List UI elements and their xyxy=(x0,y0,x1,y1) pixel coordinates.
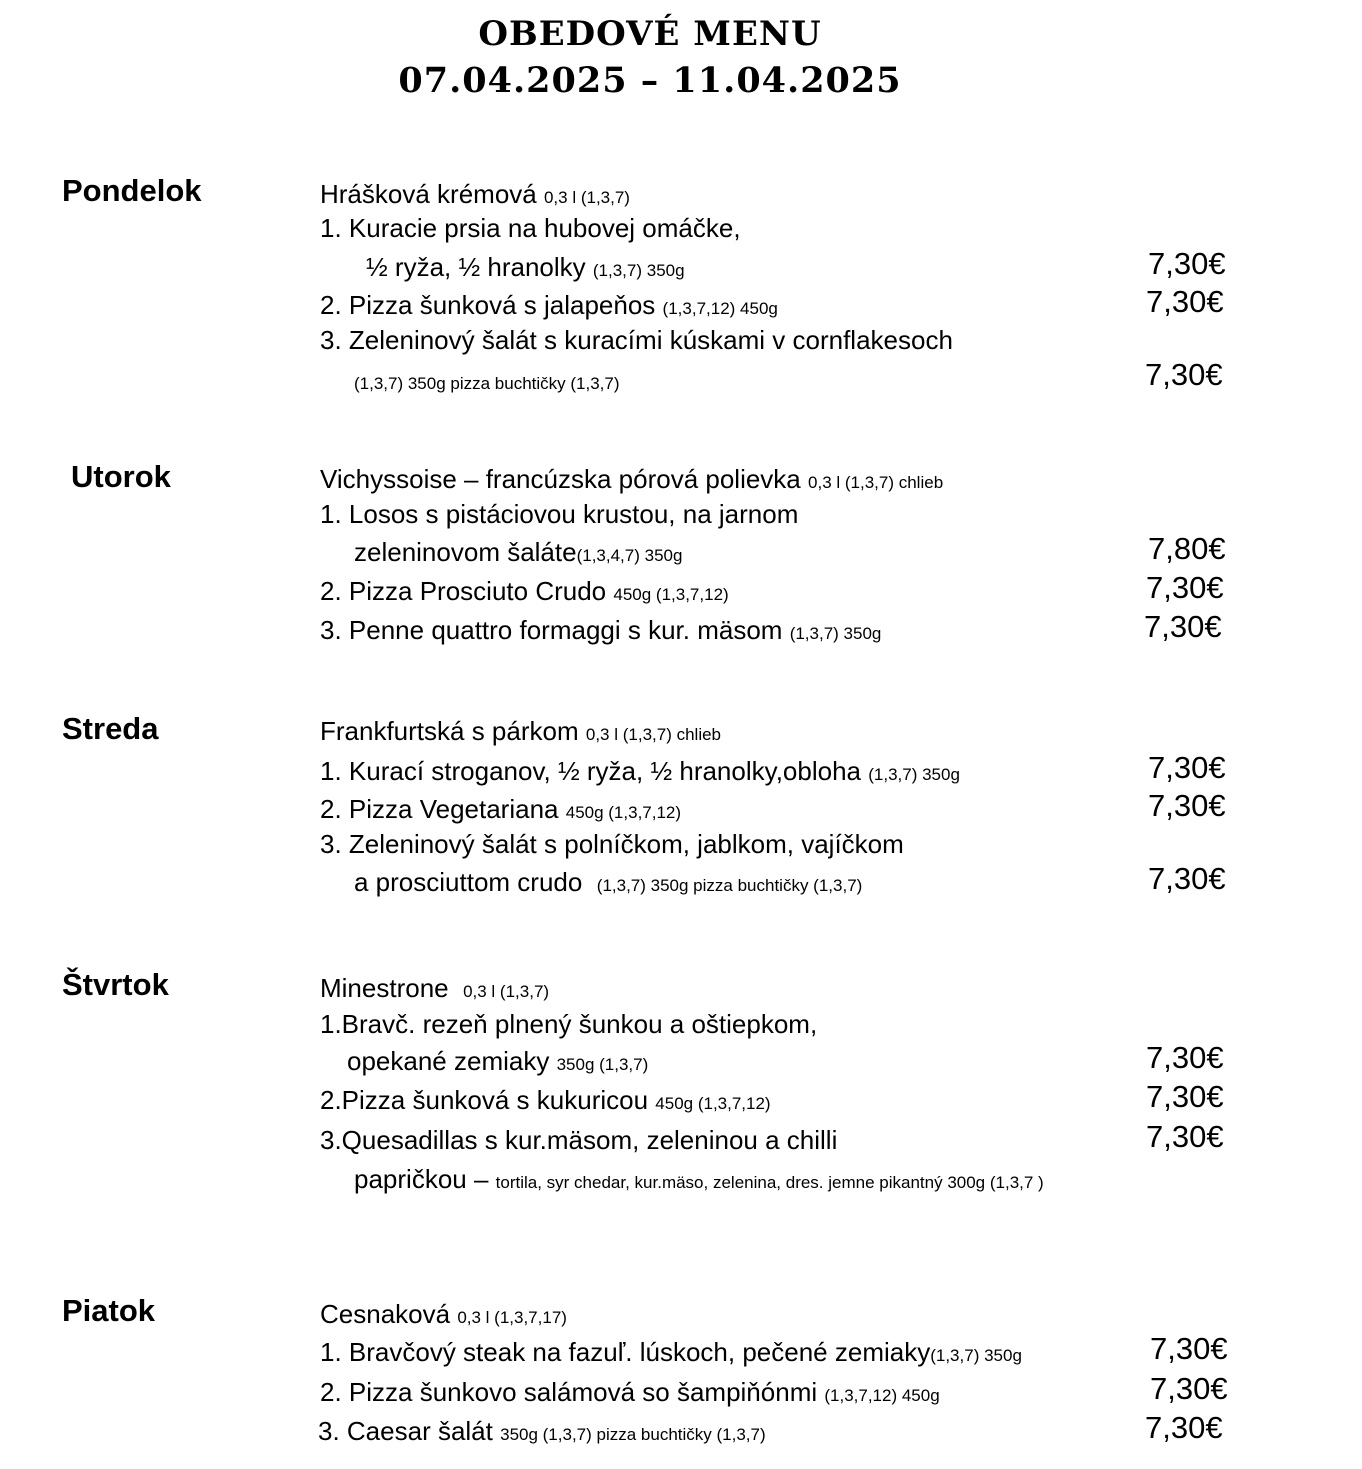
price: 7,30€ xyxy=(1146,284,1224,319)
price: 7,30€ xyxy=(1144,609,1222,644)
menu-line: 3. Zeleninový šalát s kuracími kúskami v cornflakesoch xyxy=(320,325,953,355)
soup-line: Vichyssoise – francúzska pórová polievka 0,3 l (1,3,7) chlieb xyxy=(320,464,944,494)
soup-line: Hrášková krémová 0,3 l (1,3,7) xyxy=(320,179,630,209)
menu-line: ½ ryža, ½ hranolky (1,3,7) 350g xyxy=(366,252,685,282)
menu-date-range: 07.04.2025 – 11.04.2025 xyxy=(398,60,902,101)
price: 7,30€ xyxy=(1150,1331,1228,1366)
menu-line: 1. Kuracie prsia na hubovej omáčke, xyxy=(320,213,741,243)
menu-line: zeleninovom šaláte(1,3,4,7) 350g xyxy=(354,537,683,567)
price: 7,30€ xyxy=(1145,1410,1223,1445)
day-heading-friday: Piatok xyxy=(62,1293,156,1328)
menu-line: 1. Bravčový steak na fazuľ. lúskoch, pečené zemiaky(1,3,7) 350g xyxy=(320,1337,1022,1367)
price: 7,30€ xyxy=(1146,1119,1224,1154)
day-heading-wednesday: Streda xyxy=(62,711,159,746)
menu-line: 3. Penne quattro formaggi s kur. mäsom (1,3,7) 350g xyxy=(320,615,882,645)
price: 7,30€ xyxy=(1146,570,1224,605)
price: 7,30€ xyxy=(1148,246,1226,281)
menu-line: 2.Pizza šunková s kukuricou 450g (1,3,7,12) xyxy=(320,1085,771,1115)
menu-line: (1,3,7) 350g pizza buchtičky (1,3,7) xyxy=(354,374,620,393)
price: 7,30€ xyxy=(1150,1371,1228,1406)
price: 7,30€ xyxy=(1146,1079,1224,1114)
day-heading-thursday: Štvrtok xyxy=(62,967,169,1002)
menu-line: 2. Pizza šunkovo salámová so šampiňónmi (1,3,7,12) 450g xyxy=(320,1377,940,1407)
menu-line: 2. Pizza Vegetariana 450g (1,3,7,12) xyxy=(320,794,682,824)
price: 7,80€ xyxy=(1148,531,1226,566)
menu-line: 3. Caesar šalát 350g (1,3,7) pizza buchtičky (1,3,7) xyxy=(318,1416,766,1446)
price: 7,30€ xyxy=(1148,788,1226,823)
menu-line: 3.Quesadillas s kur.mäsom, zeleninou a chilli xyxy=(320,1125,838,1155)
menu-line: papričkou – tortila, syr chedar, kur.mäso, zelenina, dres. jemne pikantný 300g (1,3,7 ) xyxy=(354,1164,1044,1194)
menu-line: 2. Pizza šunková s jalapeňos (1,3,7,12) 450g xyxy=(320,290,778,320)
menu-line: 1. Losos s pistáciovou krustou, na jarnom xyxy=(320,499,799,529)
soup-line: Cesnaková 0,3 l (1,3,7,17) xyxy=(320,1299,567,1329)
day-heading-monday: Pondelok xyxy=(62,173,202,208)
price: 7,30€ xyxy=(1145,357,1223,392)
menu-line: 1. Kurací stroganov, ½ ryža, ½ hranolky,obloha (1,3,7) 350g xyxy=(320,756,960,786)
price: 7,30€ xyxy=(1148,750,1226,785)
menu-line: 1.Bravč. rezeň plnený šunkou a oštiepkom, xyxy=(320,1009,818,1039)
menu-line: opekané zemiaky 350g (1,3,7) xyxy=(347,1046,649,1076)
menu-line: a prosciuttom crudo (1,3,7) 350g pizza buchtičky (1,3,7) xyxy=(354,867,863,897)
soup-line: Frankfurtská s párkom 0,3 l (1,3,7) chlieb xyxy=(320,716,722,746)
day-heading-tuesday: Utorok xyxy=(71,459,171,494)
soup-line: Minestrone 0,3 l (1,3,7) xyxy=(320,973,550,1003)
menu-line: 3. Zeleninový šalát s polníčkom, jablkom, vajíčkom xyxy=(320,829,904,859)
menu-line: 2. Pizza Prosciuto Crudo 450g (1,3,7,12) xyxy=(320,576,729,606)
price: 7,30€ xyxy=(1148,861,1226,896)
menu-title: OBEDOVÉ MENU xyxy=(478,14,822,54)
price: 7,30€ xyxy=(1146,1040,1224,1075)
